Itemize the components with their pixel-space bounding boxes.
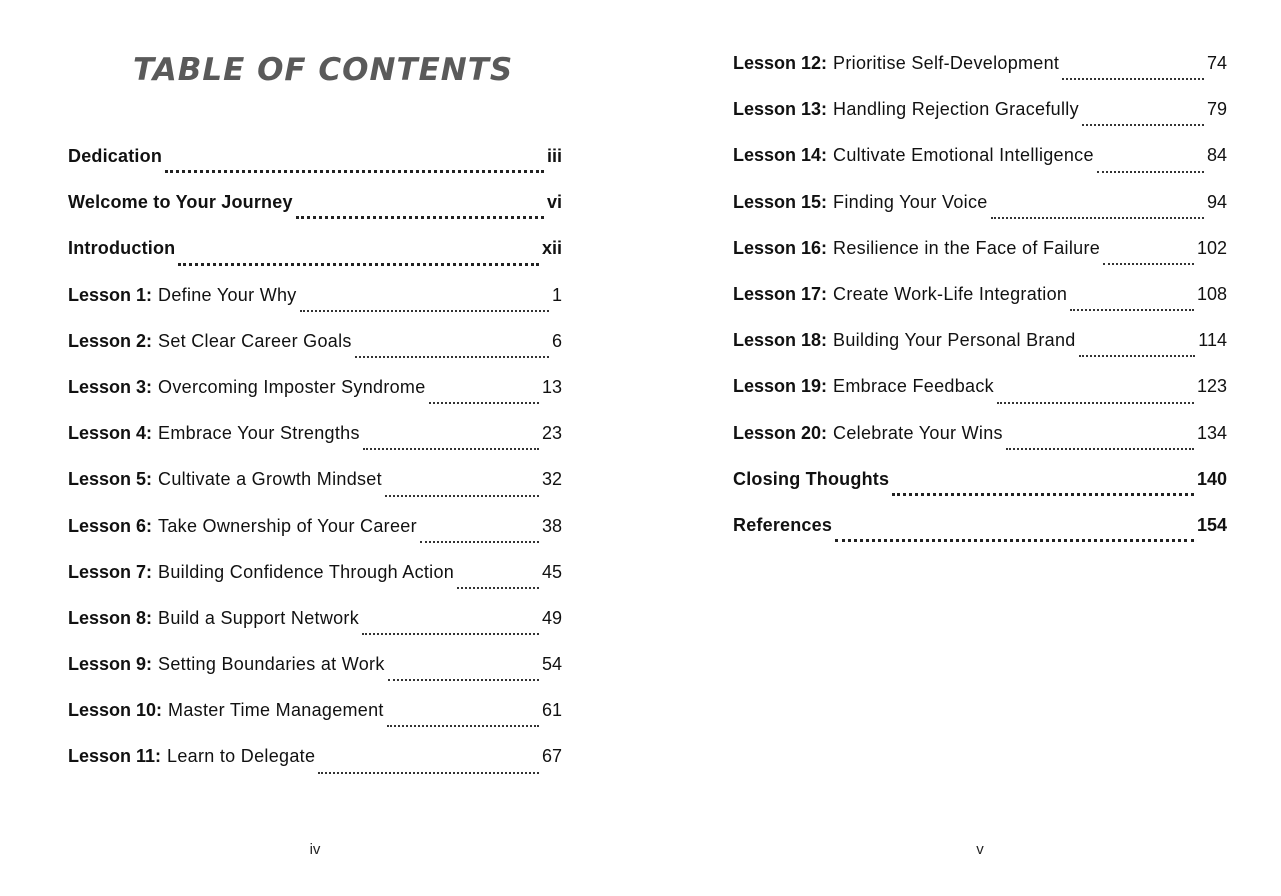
toc-entry[interactable]: [68, 603, 562, 649]
dot-leader: [1006, 448, 1194, 450]
toc-entry[interactable]: [733, 510, 1227, 556]
dot-leader: [296, 216, 544, 219]
toc-entry[interactable]: [733, 371, 1227, 417]
toc-entry[interactable]: [68, 695, 562, 741]
toc-entry[interactable]: [68, 233, 562, 279]
dot-leader: [362, 633, 539, 635]
toc-list-left: [68, 141, 562, 788]
dot-leader: [1103, 263, 1194, 265]
toc-entry-title: Embrace Your Strengths: [158, 423, 360, 444]
dot-leader: [178, 263, 539, 266]
toc-entry-page-number: 1: [551, 284, 562, 305]
toc-entry-title: Handling Rejection Gracefully: [833, 99, 1079, 120]
toc-entry-title: Finding Your Voice: [833, 191, 988, 212]
toc-entry[interactable]: [733, 279, 1227, 325]
toc-entry[interactable]: [733, 233, 1227, 279]
dot-leader: [385, 495, 539, 497]
toc-entry[interactable]: [733, 464, 1227, 510]
toc-entry-label: Dedication: [68, 146, 163, 166]
toc-entry-title: Building Confidence Through Action: [158, 561, 455, 582]
toc-entry[interactable]: [733, 94, 1227, 140]
toc-entry-page-number: 140: [1196, 468, 1227, 489]
toc-entry-label: Lesson 2:: [68, 330, 153, 351]
toc-entry-page-number: xii: [541, 238, 562, 259]
toc-entry-page-number: 94: [1206, 191, 1227, 212]
toc-entry-title: Overcoming Imposter Syndrome: [158, 376, 426, 397]
page-number-right: v: [976, 841, 984, 858]
toc-entry-label: Lesson 17:: [733, 283, 828, 304]
toc-entry-title: Celebrate Your Wins: [833, 422, 1003, 443]
toc-entry-title: Building Your Personal Brand: [833, 330, 1076, 351]
toc-entry-page-number: 6: [551, 330, 562, 351]
toc-entry-label: Lesson 18:: [733, 330, 828, 351]
toc-entry-page-number: 49: [541, 607, 562, 628]
toc-entry-title: Set Clear Career Goals: [158, 330, 352, 351]
toc-entry-page-number: 61: [541, 700, 562, 721]
toc-entry-page-number: 108: [1196, 283, 1227, 304]
left-page: [0, 0, 640, 896]
toc-entry-label: Lesson 1:: [68, 284, 153, 305]
toc-entry-label: Lesson 16:: [733, 237, 828, 258]
dot-leader: [835, 539, 1194, 542]
toc-list-right: [733, 48, 1227, 556]
toc-entry-label: Lesson 3:: [68, 376, 153, 397]
dot-leader: [388, 679, 539, 681]
dot-leader: [1070, 309, 1194, 311]
toc-entry-page-number: 74: [1206, 53, 1227, 73]
toc-entry-label: Lesson 10:: [68, 700, 163, 721]
dot-leader: [363, 448, 539, 450]
toc-entry-title: Define Your Why: [158, 284, 297, 305]
dot-leader: [997, 402, 1194, 404]
toc-heading: TABLE OF CONTENTS: [133, 52, 514, 88]
dot-leader: [892, 493, 1194, 496]
toc-entry[interactable]: [733, 48, 1227, 94]
toc-entry-label: Lesson 9:: [68, 654, 153, 675]
toc-entry-label: Lesson 11:: [68, 746, 162, 767]
toc-entry[interactable]: [68, 418, 562, 464]
toc-entry-page-number: 13: [541, 376, 562, 397]
page-number-left: iv: [309, 841, 321, 858]
toc-entry[interactable]: [68, 141, 562, 187]
right-page: [640, 0, 1281, 896]
toc-entry-page-number: vi: [546, 192, 562, 213]
toc-entry-title: Cultivate Emotional Intelligence: [833, 145, 1094, 166]
toc-entry-title: Resilience in the Face of Failure: [833, 237, 1101, 258]
toc-entry-page-number: 123: [1196, 376, 1227, 397]
toc-entry-label: Lesson 13:: [733, 99, 828, 120]
dot-leader: [318, 772, 539, 774]
toc-entry[interactable]: [68, 649, 562, 695]
toc-entry-page-number: 154: [1196, 514, 1227, 535]
toc-entry[interactable]: [68, 511, 562, 557]
dot-leader: [355, 356, 549, 358]
toc-entry-title: Cultivate a Growth Mindset: [158, 469, 382, 490]
toc-entry[interactable]: [733, 325, 1227, 371]
toc-entry-title: Build a Support Network: [158, 607, 360, 628]
dot-leader: [387, 725, 539, 727]
toc-entry-title: Setting Boundaries at Work: [158, 654, 385, 675]
dot-leader: [420, 541, 539, 543]
toc-entry[interactable]: [68, 741, 562, 787]
toc-entry-label: Lesson 7:: [68, 561, 153, 582]
toc-entry-title: Embrace Feedback: [833, 376, 994, 397]
toc-entry-page-number: 23: [541, 423, 562, 444]
toc-entry-page-number: 67: [541, 746, 562, 767]
toc-entry[interactable]: [68, 187, 562, 233]
toc-entry-page-number: 54: [541, 654, 562, 675]
toc-entry-page-number: 84: [1206, 145, 1227, 166]
dot-leader: [457, 587, 539, 589]
toc-entry-label: Lesson 4:: [68, 423, 153, 444]
dot-leader: [991, 217, 1204, 219]
dot-leader: [1082, 124, 1204, 126]
toc-entry-page-number: 45: [541, 561, 562, 582]
toc-entry-page-number: 114: [1198, 330, 1227, 351]
toc-entry-page-number: 32: [541, 469, 562, 490]
toc-entry[interactable]: [733, 418, 1227, 464]
toc-entry-label: Lesson 12:: [733, 53, 828, 73]
toc-entry-label: Lesson 8:: [68, 607, 153, 628]
toc-entry-label: Lesson 14:: [733, 145, 828, 166]
toc-entry-title: Master Time Management: [168, 700, 384, 721]
toc-entry-title: Learn to Delegate: [167, 746, 316, 767]
toc-entry[interactable]: [68, 280, 562, 326]
toc-entry-label: Closing Thoughts: [733, 468, 890, 489]
dot-leader: [1079, 355, 1196, 357]
toc-entry-page-number: iii: [546, 146, 562, 166]
toc-entry-label: Welcome to Your Journey: [68, 192, 293, 213]
toc-entry[interactable]: [68, 326, 562, 372]
toc-entry[interactable]: [68, 557, 562, 603]
toc-entry[interactable]: [733, 187, 1227, 233]
toc-entry-label: Lesson 19:: [733, 376, 828, 397]
dot-leader: [300, 310, 549, 312]
toc-entry-title: Take Ownership of Your Career: [158, 515, 417, 536]
toc-entry-page-number: 79: [1206, 99, 1227, 120]
toc-entry-label: Lesson 20:: [733, 422, 828, 443]
dot-leader: [165, 170, 544, 173]
toc-entry[interactable]: [68, 464, 562, 510]
toc-entry-page-number: 134: [1196, 422, 1227, 443]
toc-entry-label: Introduction: [68, 238, 176, 259]
toc-entry[interactable]: [733, 140, 1227, 186]
toc-entry-label: Lesson 5:: [68, 469, 153, 490]
toc-entry-label: Lesson 15:: [733, 191, 828, 212]
toc-entry-title: Prioritise Self-Development: [833, 53, 1060, 73]
toc-entry-page-number: 102: [1196, 237, 1227, 258]
toc-entry-page-number: 38: [541, 515, 562, 536]
toc-entry-label: Lesson 6:: [68, 515, 153, 536]
dot-leader: [1097, 171, 1204, 173]
toc-entry-label: References: [733, 514, 833, 535]
toc-entry-title: Create Work-Life Integration: [833, 283, 1068, 304]
dot-leader: [429, 402, 539, 404]
toc-entry[interactable]: [68, 372, 562, 418]
dot-leader: [1062, 78, 1204, 80]
